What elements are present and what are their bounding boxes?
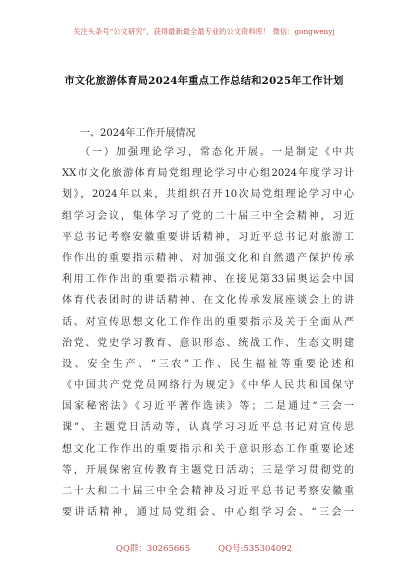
header-note: 关注头条号“公文研究”，获得最新最全最专业的公文资料库！ 微信：gongwenyj (73, 27, 335, 36)
body-line: 《中国共产党党员网络行为规定》《中华人民共和国保守 (62, 380, 354, 392)
body-line: 要讲话精神，通过局党组会、中心组学习会、“三会一 (62, 507, 354, 519)
body-line: （一）加强理论学习，常态化开展。一是制定《中共 (80, 147, 354, 158)
body-text (62, 142, 354, 523)
body-line: XX市文化旅游体育局党组理论学习中心组2024年度学习计 (62, 168, 354, 180)
body-line: 话、对宣传思想文化工作作出的重要指示及关于全面从严 (62, 316, 354, 328)
body-line: 作作出的重要指示精神、对加强文化和自然遗产保护传承 (62, 252, 354, 264)
body-line: 设、安全生产、“三农”工作、民生福祉等重要论述和 (62, 358, 354, 370)
footer-qq-group: QQ群：30265665 (115, 544, 191, 554)
body-line: 治党、党史学习教育、意识形态、统战工作、生态文明建 (62, 337, 354, 349)
body-line: 利用工作作出的重要指示精神、在接见第33届奥运会中国 (62, 274, 354, 286)
body-line: 二十大和二十届三中全会精神及习近平总书记考察安徽重 (62, 486, 354, 497)
body-line: 课”、主题党日活动等，认真学习习近平总书记对宣传思 (62, 422, 354, 434)
footer-qq-number: QQ号:535304092 (218, 544, 293, 554)
body-line: 体育代表团时的讲话精神、在文化传承发展座谈会上的讲 (62, 295, 354, 307)
body-line: 划》，2024年以来，共组织召开10次局党组理论学习中心 (62, 189, 354, 201)
body-line: 平总书记考察安徽重要讲话精神，习近平总书记对旅游工 (62, 231, 354, 243)
body-line: 想文化工作作出的重要指示和关于意识形态工作重要论述 (62, 443, 354, 455)
document-title: 市文化旅游体育局2024年重点工作总结和2025年工作计划 (64, 75, 344, 87)
body-line: 等，开展保密宣传教育主题党日活动；三是学习贯彻党的 (62, 464, 354, 476)
section-heading: 一、2024年工作开展情况 (80, 128, 196, 139)
body-line: 组学习会议，集体学习了党的二十届三中全会精神，习近 (62, 210, 354, 222)
footer-contact (0, 542, 408, 554)
body-line: 国家秘密法》《习近平著作选读》等；二是通过“三会一 (62, 401, 354, 413)
